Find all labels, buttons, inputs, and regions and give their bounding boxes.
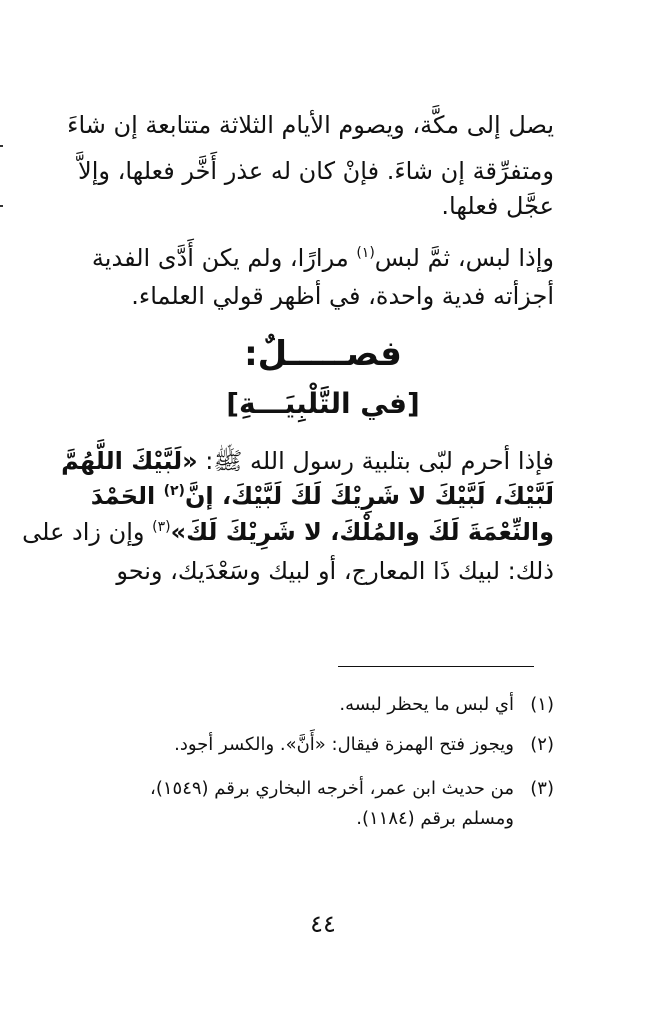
footnote-3-continued — [34, 804, 554, 834]
paragraph-2-text-a: وإذا لبس، ثمَّ لبس — [374, 244, 554, 272]
paragraph-2-line-2: أجزأته فدية واحدة، في أظهر قولي العلماء. — [131, 282, 554, 310]
talbiya-quote-start: «لَبَّيْكَ اللَّهُمَّ — [61, 447, 198, 475]
footnote-3-number: (٣) — [530, 778, 554, 799]
footnote-1 — [74, 690, 554, 720]
footnote-ref-3: (٣) — [152, 519, 171, 535]
scan-edge-mark — [0, 205, 3, 207]
section-subheading: [في التَّلْبِيَـــةِ] — [226, 387, 420, 420]
talbiya-intro: فإذا أحرم لبّى بتلبية رسول الله ﷺ: — [197, 447, 554, 475]
footnote-2 — [74, 730, 554, 760]
footnote-1-text: أي لبس ما يحظر لبسه. — [339, 694, 514, 715]
paragraph-1-line-1: يصل إلى مكَّة، ويصوم الأيام الثلاثة متتابعة إن شاءَ — [67, 111, 554, 139]
talbiya-quote-end: والنِّعْمَةَ لَكَ والمُلْكَ، لا شَرِيْكَ لَكَ» — [170, 518, 554, 546]
footnote-1-number: (١) — [530, 694, 554, 715]
paragraph-1-line-3: عجَّل فعلها. — [441, 192, 554, 220]
talbiya-continuation: وإن زاد على — [22, 518, 153, 546]
talbiya-quote-middle: لَبَّيْكَ، لَبَّيْكَ لا شَرِيْكَ لَكَ لَبَّيْكَ، إنَّ — [184, 482, 554, 510]
page-number: ٤٤ — [310, 910, 336, 938]
paragraph-2-line-1 — [74, 242, 554, 274]
paragraph-1-line-2: ومتفرِّقة إن شاءَ. فإنْ كان له عذر أَخَّر فعلها، وإلاَّ — [78, 157, 554, 185]
footnote-2-text: ويجوز فتح الهمزة فيقال: «أَنَّ». والكسر أجود. — [174, 734, 514, 755]
footnote-ref-2: (٢) — [163, 483, 185, 499]
footnote-2-number: (٢) — [530, 734, 554, 755]
section-heading: فصـــــلٌ: — [244, 334, 402, 374]
footnote-3-text-line-1: من حديث ابن عمر، أخرجه البخاري برقم (١٥٤٩)، — [150, 778, 514, 799]
talbiya-quote-hamd: الحَمْدَ — [90, 482, 164, 510]
footnote-ref-1: (١) — [356, 245, 375, 261]
talbiya-line-2 — [74, 480, 554, 512]
talbiya-line-1 — [61, 445, 554, 477]
footnote-3-text-line-2: ومسلم برقم (١١٨٤). — [356, 808, 514, 829]
talbiya-line-3 — [22, 516, 554, 548]
talbiya-line-4: ذلك: لبيك ذَا المعارج، أو لبيك وسَعْدَيك، ونحو — [116, 557, 554, 585]
scan-edge-mark — [0, 145, 3, 147]
footnote-3 — [74, 774, 554, 804]
footnote-separator — [338, 666, 534, 667]
paragraph-2-text-b: مرارًا، ولم يكن أَدَّى الفدية — [91, 244, 357, 272]
